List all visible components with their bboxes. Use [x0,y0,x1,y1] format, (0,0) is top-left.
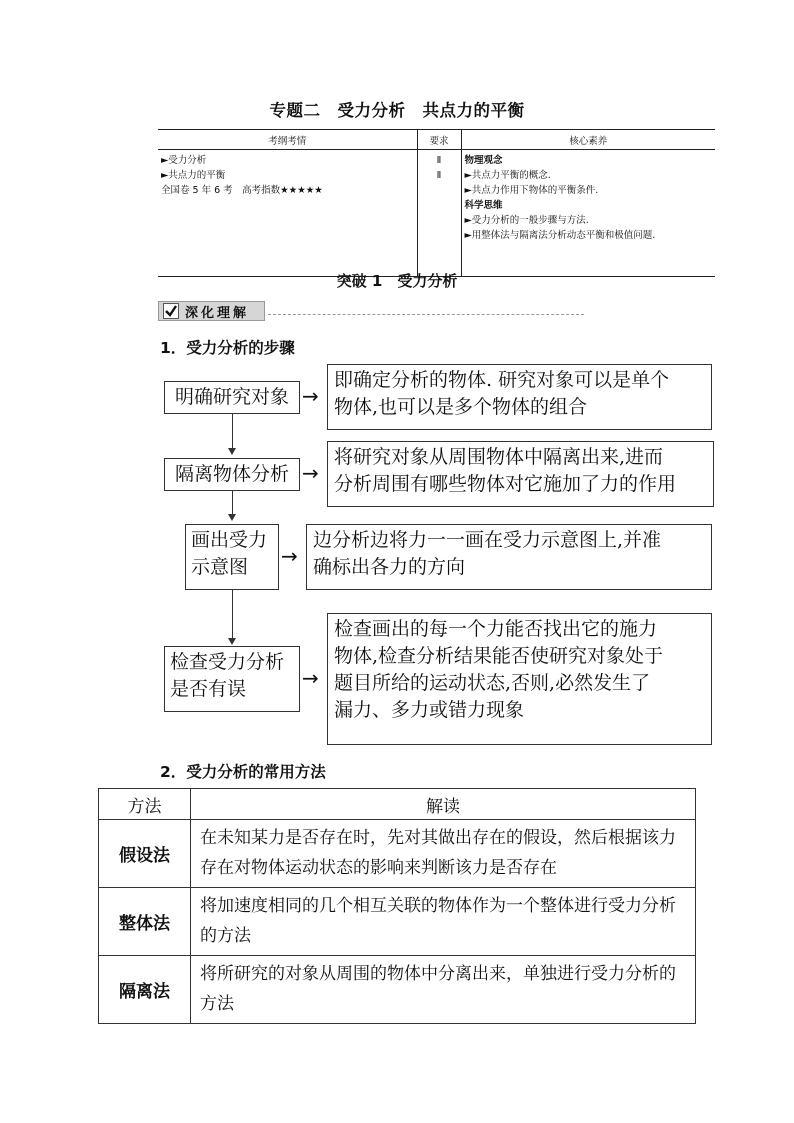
flow-step-line: 画出受力 [191,529,268,551]
flow-step-check [164,646,300,712]
syllabus-exam-cell [158,150,417,277]
flow-connector [232,590,233,639]
exam-item: ►受力分析 [161,155,207,166]
flow-desc-line: 物体,检查分析结果能否使研究对象处于 [334,645,664,667]
methods-header-explanation: 解读 [191,789,696,820]
flow-step-isolate: 隔离物体分析 [164,458,300,491]
flow-desc-line: 将研究对象从周围物体中隔离出来,进而 [334,446,664,468]
banner-label: 深化理解 [185,305,250,321]
flow-connector [232,414,233,449]
flow-desc-line: 题目所给的运动状态,否则,必然发生了 [334,672,651,694]
banner-divider [268,314,584,315]
syllabus-header-requirement: 要求 [417,130,461,150]
flow-desc-line: 漏力、多力或错力现象 [334,699,525,721]
method-name: 假设法 [99,820,191,888]
exam-index: 全国卷 5 年 6 考 高考指数★★★★★ [161,185,323,196]
method-desc: 将加速度相同的几个相互关联的物体作为一个整体进行受力分析的方法 [191,888,696,956]
method-name: 隔离法 [99,956,191,1024]
requirement-level: Ⅱ [436,155,442,166]
banner-tag [158,301,265,321]
methods-table [98,788,696,1024]
flow-step-identify-object: 明确研究对象 [164,381,300,414]
exam-item: ►共点力的平衡 [161,170,226,181]
literacy-item: ►共点力平衡的概念. [464,170,551,181]
flow-desc-line: 确标出各力的方向 [313,556,466,578]
method-desc: 在未知某力是否存在时，先对其做出存在的假设，然后根据该力存在对物体运动状态的影响来判断该力是否存在 [191,820,696,888]
flow-step-line: 示意图 [191,556,249,578]
flow-desc-line: 边分析边将力一一画在受力示意图上,并准 [313,529,662,551]
flow-step-draw-diagram [185,524,279,590]
literacy-item: ►共点力作用下物体的平衡条件. [464,185,599,196]
flow-desc-line: 物体,也可以是多个物体的组合 [334,396,588,418]
flow-desc-line: 即确定分析的物体. 研究对象可以是单个 [334,369,670,391]
flow-arrow: → [281,544,298,568]
section-title: 突破 1 受力分析 [336,272,458,290]
heading-methods: 2．受力分析的常用方法 [160,763,326,781]
methods-header-method: 方法 [99,789,191,820]
flow-step-line: 是否有误 [170,678,247,700]
flow-desc-1 [327,364,712,430]
table-row [99,888,696,956]
flow-desc-line: 分析周围有哪些物体对它施加了力的作用 [334,473,677,495]
flow-connector [232,491,233,515]
syllabus-table [158,129,715,277]
flow-connector-head [228,514,236,521]
table-row [99,956,696,1024]
syllabus-header-exam: 考纲考情 [158,130,417,150]
syllabus-header-literacy: 核心素养 [461,130,715,150]
literacy-item: ►受力分析的一般步骤与方法. [464,215,589,226]
literacy-category: 科学思维 [464,200,503,211]
flow-connector-head [228,448,236,455]
table-row [99,820,696,888]
flow-arrow: → [302,384,319,408]
requirement-level: Ⅱ [436,170,442,181]
heading-steps: 1．受力分析的步骤 [160,339,295,357]
flow-desc-4 [327,613,712,745]
flow-connector-head [228,638,236,645]
flow-desc-2 [327,441,714,507]
page-title: 专题二 受力分析 共点力的平衡 [269,101,525,120]
flow-desc-line: 检查画出的每一个力能否找出它的施力 [334,618,658,640]
section-banner [158,301,265,321]
flow-step-line: 检查受力分析 [170,651,285,673]
literacy-item: ►用整体法与隔离法分析动态平衡和极值问题. [464,230,656,241]
syllabus-literacy-cell [461,150,715,277]
flow-arrow: → [302,461,319,485]
syllabus-requirement-cell [417,150,461,277]
literacy-category: 物理观念 [464,155,503,166]
flow-desc-3 [306,524,712,590]
checkmark-icon [163,303,179,319]
flow-arrow: → [302,666,319,690]
method-desc: 将所研究的对象从周围的物体中分离出来，单独进行受力分析的方法 [191,956,696,1024]
method-name: 整体法 [99,888,191,956]
